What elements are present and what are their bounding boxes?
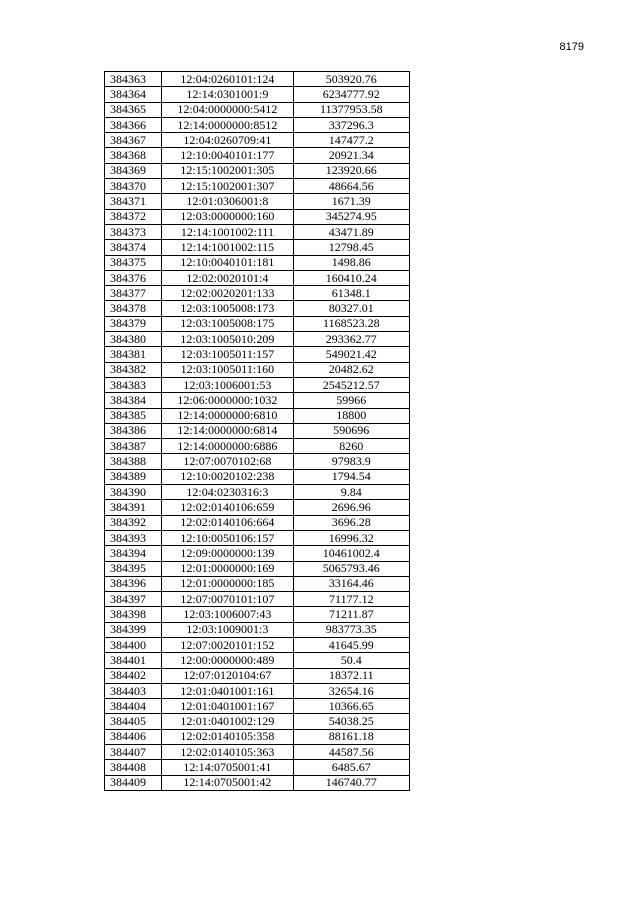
value-cell: 54038.25 bbox=[293, 714, 409, 729]
value-cell: 590696 bbox=[293, 423, 409, 438]
row-id-cell: 384383 bbox=[105, 377, 162, 392]
table-row bbox=[105, 133, 410, 148]
row-id-cell: 384375 bbox=[105, 255, 162, 270]
value-cell: 2545212.57 bbox=[293, 377, 409, 392]
row-id-cell: 384373 bbox=[105, 224, 162, 239]
cadastral-number-cell: 12:14:0705001:41 bbox=[162, 760, 293, 775]
row-id-cell: 384364 bbox=[105, 87, 162, 102]
cadastral-number-cell: 12:09:0000000:139 bbox=[162, 546, 293, 561]
cadastral-number-cell: 12:10:0050106:157 bbox=[162, 530, 293, 545]
value-cell: 71177.12 bbox=[293, 592, 409, 607]
cadastral-number-cell: 12:14:0000000:6886 bbox=[162, 439, 293, 454]
cadastral-number-cell: 12:14:1001002:111 bbox=[162, 224, 293, 239]
value-cell: 20482.62 bbox=[293, 362, 409, 377]
value-cell: 32654.16 bbox=[293, 683, 409, 698]
table-row bbox=[105, 102, 410, 117]
row-id-cell: 384402 bbox=[105, 668, 162, 683]
table-row bbox=[105, 194, 410, 209]
value-cell: 48664.56 bbox=[293, 179, 409, 194]
cadastral-number-cell: 12:01:0000000:185 bbox=[162, 576, 293, 591]
table-row bbox=[105, 117, 410, 132]
table-row bbox=[105, 760, 410, 775]
row-id-cell: 384395 bbox=[105, 561, 162, 576]
value-cell: 80327.01 bbox=[293, 301, 409, 316]
value-cell: 2696.96 bbox=[293, 500, 409, 515]
value-cell: 50.4 bbox=[293, 653, 409, 668]
row-id-cell: 384372 bbox=[105, 209, 162, 224]
cadastral-number-cell: 12:14:0301001:9 bbox=[162, 87, 293, 102]
table-row bbox=[105, 439, 410, 454]
value-cell: 97983.9 bbox=[293, 454, 409, 469]
cadastral-number-cell: 12:03:1005008:173 bbox=[162, 301, 293, 316]
cadastral-number-cell: 12:15:1002001:305 bbox=[162, 163, 293, 178]
cadastral-number-cell: 12:01:0401001:167 bbox=[162, 699, 293, 714]
value-cell: 44587.56 bbox=[293, 745, 409, 760]
value-cell: 3696.28 bbox=[293, 515, 409, 530]
table-row bbox=[105, 179, 410, 194]
cadastral-number-cell: 12:07:0070101:107 bbox=[162, 592, 293, 607]
value-cell: 10461002.4 bbox=[293, 546, 409, 561]
value-cell: 1671.39 bbox=[293, 194, 409, 209]
value-cell: 345274.95 bbox=[293, 209, 409, 224]
value-cell: 43471.89 bbox=[293, 224, 409, 239]
cadastral-number-cell: 12:15:1002001:307 bbox=[162, 179, 293, 194]
cadastral-number-cell: 12:06:0000000:1032 bbox=[162, 393, 293, 408]
row-id-cell: 384387 bbox=[105, 439, 162, 454]
value-cell: 6485.67 bbox=[293, 760, 409, 775]
cadastral-number-cell: 12:01:0401001:161 bbox=[162, 683, 293, 698]
value-cell: 503920.76 bbox=[293, 72, 409, 87]
table-row bbox=[105, 270, 410, 285]
table-row bbox=[105, 423, 410, 438]
cadastral-number-cell: 12:03:1005011:160 bbox=[162, 362, 293, 377]
row-id-cell: 384367 bbox=[105, 133, 162, 148]
table-row bbox=[105, 224, 410, 239]
row-id-cell: 384401 bbox=[105, 653, 162, 668]
value-cell: 16996.32 bbox=[293, 530, 409, 545]
row-id-cell: 384371 bbox=[105, 194, 162, 209]
cadastral-number-cell: 12:04:0000000:5412 bbox=[162, 102, 293, 117]
table-row bbox=[105, 469, 410, 484]
row-id-cell: 384370 bbox=[105, 179, 162, 194]
cadastral-number-cell: 12:10:0020102:238 bbox=[162, 469, 293, 484]
table-row bbox=[105, 622, 410, 637]
row-id-cell: 384391 bbox=[105, 500, 162, 515]
cadastral-number-cell: 12:07:0120104:67 bbox=[162, 668, 293, 683]
cadastral-number-cell: 12:14:0000000:6810 bbox=[162, 408, 293, 423]
row-id-cell: 384398 bbox=[105, 607, 162, 622]
value-cell: 71211.87 bbox=[293, 607, 409, 622]
cadastral-number-cell: 12:14:0705001:42 bbox=[162, 775, 293, 790]
table-row bbox=[105, 561, 410, 576]
value-cell: 88161.18 bbox=[293, 729, 409, 744]
cadastral-number-cell: 12:01:0306001:8 bbox=[162, 194, 293, 209]
value-cell: 549021.42 bbox=[293, 347, 409, 362]
table-row bbox=[105, 485, 410, 500]
value-cell: 8260 bbox=[293, 439, 409, 454]
value-cell: 20921.34 bbox=[293, 148, 409, 163]
cadastral-number-cell: 12:02:0140105:358 bbox=[162, 729, 293, 744]
value-cell: 1168523.28 bbox=[293, 316, 409, 331]
row-id-cell: 384378 bbox=[105, 301, 162, 316]
row-id-cell: 384392 bbox=[105, 515, 162, 530]
value-cell: 9.84 bbox=[293, 485, 409, 500]
table-row bbox=[105, 546, 410, 561]
row-id-cell: 384390 bbox=[105, 485, 162, 500]
value-cell: 10366.65 bbox=[293, 699, 409, 714]
table-row bbox=[105, 515, 410, 530]
cadastral-number-cell: 12:10:0040101:177 bbox=[162, 148, 293, 163]
value-cell: 1498.86 bbox=[293, 255, 409, 270]
row-id-cell: 384376 bbox=[105, 270, 162, 285]
table-row bbox=[105, 316, 410, 331]
table-row bbox=[105, 72, 410, 87]
table-body bbox=[105, 72, 410, 791]
table-row bbox=[105, 87, 410, 102]
row-id-cell: 384405 bbox=[105, 714, 162, 729]
value-cell: 18800 bbox=[293, 408, 409, 423]
table-row bbox=[105, 362, 410, 377]
table-row bbox=[105, 255, 410, 270]
table-row bbox=[105, 530, 410, 545]
data-table bbox=[104, 71, 410, 791]
cadastral-number-cell: 12:03:1009001:3 bbox=[162, 622, 293, 637]
table-row bbox=[105, 653, 410, 668]
value-cell: 61348.1 bbox=[293, 286, 409, 301]
cadastral-number-cell: 12:02:0140106:664 bbox=[162, 515, 293, 530]
cadastral-number-cell: 12:03:1005010:209 bbox=[162, 332, 293, 347]
cadastral-number-cell: 12:02:0020201:133 bbox=[162, 286, 293, 301]
value-cell: 293362.77 bbox=[293, 332, 409, 347]
cadastral-number-cell: 12:03:1005011:157 bbox=[162, 347, 293, 362]
cadastral-number-cell: 12:14:0000000:6814 bbox=[162, 423, 293, 438]
row-id-cell: 384366 bbox=[105, 117, 162, 132]
table-row bbox=[105, 148, 410, 163]
table-row bbox=[105, 668, 410, 683]
cadastral-number-cell: 12:04:0260101:124 bbox=[162, 72, 293, 87]
table-row bbox=[105, 745, 410, 760]
table-row bbox=[105, 163, 410, 178]
cadastral-number-cell: 12:01:0000000:169 bbox=[162, 561, 293, 576]
row-id-cell: 384365 bbox=[105, 102, 162, 117]
cadastral-number-cell: 12:01:0401002:129 bbox=[162, 714, 293, 729]
value-cell: 59966 bbox=[293, 393, 409, 408]
row-id-cell: 384389 bbox=[105, 469, 162, 484]
cadastral-number-cell: 12:03:1006001:53 bbox=[162, 377, 293, 392]
row-id-cell: 384399 bbox=[105, 622, 162, 637]
table-row bbox=[105, 332, 410, 347]
row-id-cell: 384394 bbox=[105, 546, 162, 561]
row-id-cell: 384379 bbox=[105, 316, 162, 331]
cadastral-number-cell: 12:02:0020101:4 bbox=[162, 270, 293, 285]
row-id-cell: 384388 bbox=[105, 454, 162, 469]
table-row bbox=[105, 576, 410, 591]
table-row bbox=[105, 209, 410, 224]
table-row bbox=[105, 637, 410, 652]
value-cell: 337296.3 bbox=[293, 117, 409, 132]
cadastral-number-cell: 12:03:0000000:160 bbox=[162, 209, 293, 224]
row-id-cell: 384384 bbox=[105, 393, 162, 408]
value-cell: 18372.11 bbox=[293, 668, 409, 683]
table-row bbox=[105, 607, 410, 622]
row-id-cell: 384397 bbox=[105, 592, 162, 607]
row-id-cell: 384386 bbox=[105, 423, 162, 438]
table-row bbox=[105, 775, 410, 790]
row-id-cell: 384363 bbox=[105, 72, 162, 87]
row-id-cell: 384400 bbox=[105, 637, 162, 652]
cadastral-number-cell: 12:03:1006007:43 bbox=[162, 607, 293, 622]
table-row bbox=[105, 377, 410, 392]
row-id-cell: 384406 bbox=[105, 729, 162, 744]
table-row bbox=[105, 347, 410, 362]
cadastral-number-cell: 12:07:0070102:68 bbox=[162, 454, 293, 469]
value-cell: 5065793.46 bbox=[293, 561, 409, 576]
row-id-cell: 384393 bbox=[105, 530, 162, 545]
row-id-cell: 384385 bbox=[105, 408, 162, 423]
value-cell: 160410.24 bbox=[293, 270, 409, 285]
value-cell: 11377953.58 bbox=[293, 102, 409, 117]
table-row bbox=[105, 699, 410, 714]
value-cell: 147477.2 bbox=[293, 133, 409, 148]
table-row bbox=[105, 286, 410, 301]
cadastral-number-cell: 12:04:0260709:41 bbox=[162, 133, 293, 148]
cadastral-number-cell: 12:10:0040101:181 bbox=[162, 255, 293, 270]
cadastral-number-cell: 12:03:1005008:175 bbox=[162, 316, 293, 331]
table-row bbox=[105, 301, 410, 316]
row-id-cell: 384404 bbox=[105, 699, 162, 714]
table-row bbox=[105, 683, 410, 698]
table-row bbox=[105, 592, 410, 607]
table-row bbox=[105, 454, 410, 469]
table-row bbox=[105, 729, 410, 744]
cadastral-number-cell: 12:07:0020101:152 bbox=[162, 637, 293, 652]
row-id-cell: 384380 bbox=[105, 332, 162, 347]
row-id-cell: 384374 bbox=[105, 240, 162, 255]
row-id-cell: 384368 bbox=[105, 148, 162, 163]
cadastral-number-cell: 12:02:0140106:659 bbox=[162, 500, 293, 515]
value-cell: 123920.66 bbox=[293, 163, 409, 178]
cadastral-number-cell: 12:04:0230316:3 bbox=[162, 485, 293, 500]
value-cell: 41645.99 bbox=[293, 637, 409, 652]
table-row bbox=[105, 393, 410, 408]
value-cell: 6234777.92 bbox=[293, 87, 409, 102]
row-id-cell: 384407 bbox=[105, 745, 162, 760]
cadastral-number-cell: 12:14:0000000:8512 bbox=[162, 117, 293, 132]
table-row bbox=[105, 240, 410, 255]
value-cell: 12798.45 bbox=[293, 240, 409, 255]
row-id-cell: 384377 bbox=[105, 286, 162, 301]
row-id-cell: 384381 bbox=[105, 347, 162, 362]
value-cell: 983773.35 bbox=[293, 622, 409, 637]
table-row bbox=[105, 408, 410, 423]
value-cell: 1794.54 bbox=[293, 469, 409, 484]
page-number: 8179 bbox=[559, 41, 584, 53]
row-id-cell: 384408 bbox=[105, 760, 162, 775]
cadastral-number-cell: 12:14:1001002:115 bbox=[162, 240, 293, 255]
table-row bbox=[105, 714, 410, 729]
cadastral-number-cell: 12:00:0000000:489 bbox=[162, 653, 293, 668]
value-cell: 33164.46 bbox=[293, 576, 409, 591]
row-id-cell: 384396 bbox=[105, 576, 162, 591]
row-id-cell: 384403 bbox=[105, 683, 162, 698]
row-id-cell: 384382 bbox=[105, 362, 162, 377]
cadastral-number-cell: 12:02:0140105:363 bbox=[162, 745, 293, 760]
table-row bbox=[105, 500, 410, 515]
row-id-cell: 384369 bbox=[105, 163, 162, 178]
row-id-cell: 384409 bbox=[105, 775, 162, 790]
value-cell: 146740.77 bbox=[293, 775, 409, 790]
